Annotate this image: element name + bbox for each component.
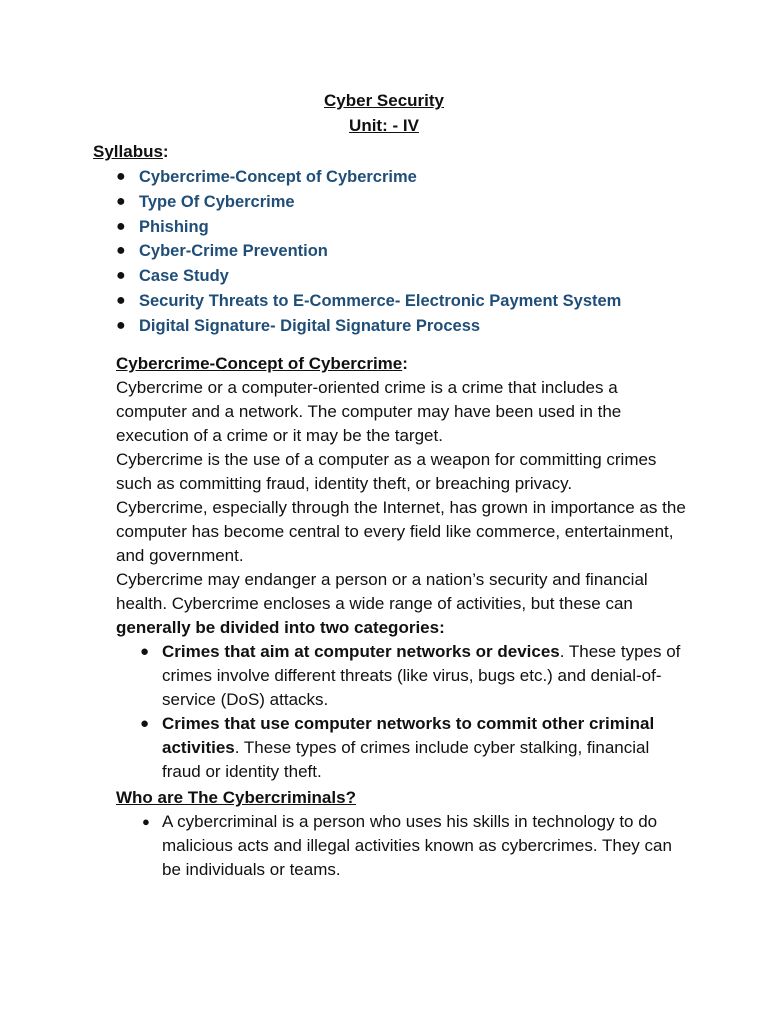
bullet-icon: ● <box>142 814 150 829</box>
bullet-icon: ● <box>140 643 150 660</box>
syllabus-item-label: Security Threats to E-Commerce- Electronic Payment System <box>139 291 622 310</box>
syllabus-item-label: Case Study <box>139 267 229 286</box>
syllabus-item <box>116 264 621 289</box>
syllabus-item <box>116 215 621 240</box>
bullet-icon: ● <box>116 242 126 260</box>
syllabus-item-label: Cybercrime-Concept of Cybercrime <box>139 168 417 186</box>
category-title: Crimes that use computer networks to commit other criminal activities <box>162 714 655 757</box>
bullet-icon: ● <box>116 316 126 334</box>
syllabus-item-label: Type Of Cybercrime <box>139 192 295 211</box>
section-heading-colon: : <box>402 354 408 373</box>
section-heading-label: Cybercrime-Concept of Cybercrime <box>116 354 403 373</box>
syllabus-heading <box>93 140 169 164</box>
paragraph: Cybercrime, especially through the Internet, has grown in importance as the computer has become central to every field like commerce, entertainment, and government. <box>116 498 686 565</box>
bullet-icon: ● <box>116 267 126 285</box>
main-content <box>116 352 691 882</box>
syllabus-item <box>116 289 621 314</box>
bullet-icon: ● <box>116 192 126 210</box>
section-heading-cybercriminals: Who are The Cybercriminals? <box>116 788 356 807</box>
cybercriminals-list <box>116 810 691 882</box>
section-heading-concept <box>116 352 691 376</box>
category-text: . These types of crimes involve different threats (like virus, bugs etc.) and denial-of-service (DoS) attacks. <box>162 642 681 709</box>
list-item-text: A cybercriminal is a person who uses his skills in technology to do malicious acts and illegal activities known as cybercrimes. They can be individuals or teams. <box>162 812 672 879</box>
syllabus-item <box>116 165 621 190</box>
paragraph-bold-text: generally be divided into two categories: <box>116 618 445 637</box>
bullet-icon: ● <box>116 291 126 309</box>
syllabus-label: Syllabus <box>93 142 163 161</box>
list-item <box>116 640 691 712</box>
syllabus-item-label: Cyber-Crime Prevention <box>139 242 328 261</box>
unit-label: Unit: - IV <box>349 116 419 135</box>
bullet-icon: ● <box>116 168 126 185</box>
syllabus-item-label: Phishing <box>139 217 209 236</box>
syllabus-item-label: Digital Signature- Digital Signature Process <box>139 316 481 335</box>
syllabus-item <box>116 314 621 339</box>
category-title: Crimes that aim at computer networks or devices <box>162 642 560 661</box>
paragraph: Cybercrime or a computer-oriented crime is a crime that includes a computer and a network. The computer may have been used in the execution of a crime or it may be the target. <box>116 378 622 445</box>
paragraph <box>116 568 691 640</box>
category-list <box>116 640 691 784</box>
paragraph: Cybercrime is the use of a computer as a weapon for committing crimes such as committing fraud, identity theft, or breaching privacy. <box>116 450 657 493</box>
list-item <box>116 712 691 784</box>
syllabus-item <box>116 190 621 215</box>
bullet-icon: ● <box>116 217 126 235</box>
page-title: Cyber Security <box>324 91 444 110</box>
syllabus-item <box>116 239 621 264</box>
bullet-icon: ● <box>140 715 150 732</box>
title-block <box>0 88 768 138</box>
category-text: . These types of crimes include cyber stalking, financial fraud or identity theft. <box>162 738 650 781</box>
syllabus-list <box>116 165 621 339</box>
syllabus-colon: : <box>162 142 169 161</box>
list-item <box>116 810 691 882</box>
paragraph-text: Cybercrime may endanger a person or a nation’s security and financial health. Cybercrime encloses a wide range of activities, but these can <box>116 570 648 613</box>
